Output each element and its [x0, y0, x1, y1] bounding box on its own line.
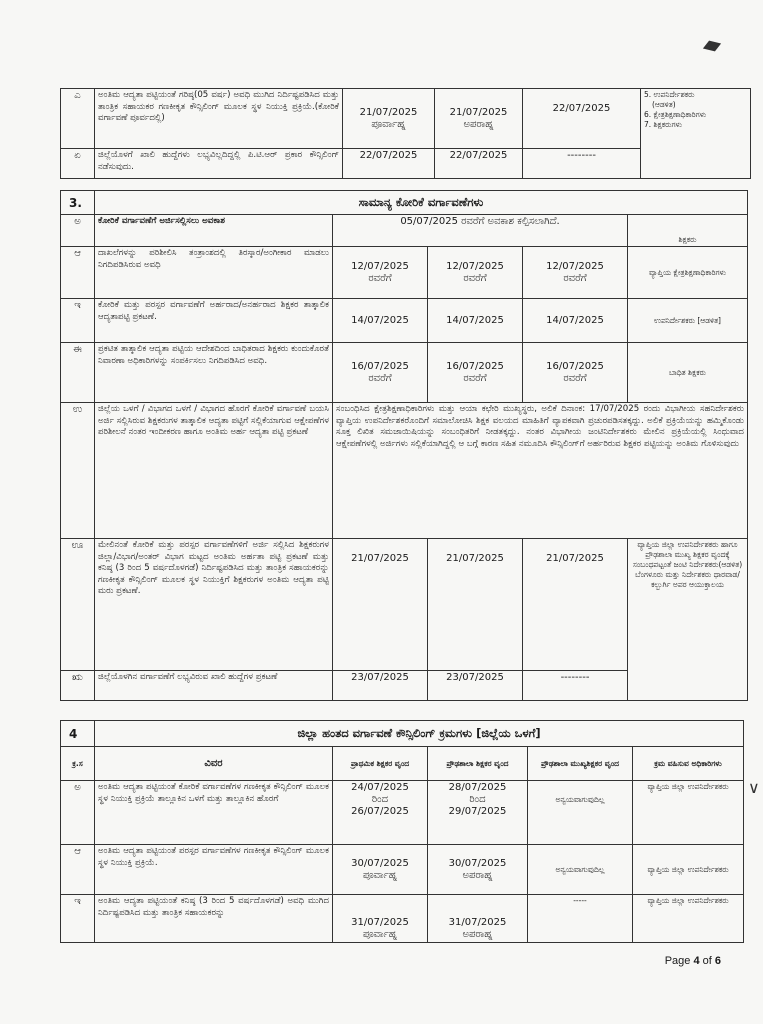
date-cell: 28/07/2025 ರಿಂದ 29/07/2025	[428, 781, 528, 845]
table-row	[61, 89, 751, 149]
row-label: ಋ	[61, 671, 95, 701]
row-description: ಮೇಲಿನಂತೆ ಕೋರಿಕೆ ಮತ್ತು ಪರಸ್ಪರ ವರ್ಗಾವಣೆಗಳಿಗೆ ಅರ್ಜಿ ಸಲ್ಲಿಸಿದ ಶಿಕ್ಷಕರುಗಳ ಜಿಲ್ಲಾ/ವಿಭಾಗ/ಅಂತರ್ ವಿಭಾಗ ಮಟ್ಟದ ಅಂತಿಮ ಅರ್ಹತಾ ಪಟ್ಟಿ ಪ್ರಕಟಣೆ ಮತ್ತು ಕನಿಷ್ಠ (3 ರಿಂದ 5 ವರ್ಷದೊಳಗಡೆ) ನಿರ್ದಿಷ್ಟಪಡಿಸಿದ ಮತ್ತು ತಾಂತ್ರಿಕ ಸಹಾಯಕರನ್ನು ಗಣಕೀಕೃತ ಕೌನ್ಸಿಲಿಂಗ್ ಮೂಲಕ ಸ್ಥಳ ನಿಯುಕ್ತಿಗೆ ಶಿಕ್ಷಕರುಗಳ ಅಂತಿಮ ಆದ್ಯತಾ ಪಟ್ಟಿ ಮರು ಪ್ರಕಟಣೆ.	[95, 539, 333, 671]
row-label: ಅ	[61, 215, 95, 247]
row-label: ಇ	[61, 299, 95, 343]
row-description: ಜಿಲ್ಲೆಯೊಳಗೆ ಖಾಲಿ ಹುದ್ದೆಗಳು ಲಭ್ಯವಿಲ್ಲದಿದ್ದಲ್ಲಿ ಪಿ.ಟಿ.ಆರ್ ಪ್ರಕಾರ ಕೌನ್ಸಿಲಿಂಗ್ ನಡೆಸುವುದು.	[95, 149, 343, 179]
row-description: ಜಿಲ್ಲೆಯ ಒಳಗೆ / ವಿಭಾಗದ ಒಳಗೆ / ವಿಭಾಗದ ಹೊರಗೆ ಕೋರಿಕೆ ವರ್ಗಾವಣೆ ಬಯಸಿ ಅರ್ಜಿ ಸಲ್ಲಿಸಿರುವ ಶಿಕ್ಷಕರುಗಳ ತಾತ್ಕಾಲಿಕ ಆದ್ಯತಾ ಪಟ್ಟಿಗೆ ಸಲ್ಲಿಕೆಯಾಗುವ ಆಕ್ಷೇಪಣೆಗಳ ಪರಿಶೀಲನೆ ನಂತರ ಇಂದೀಕರಣ ಹಾಗೂ ಅಂತಿಮ ಅರ್ಹ ಆದ್ಯತಾ ಪಟ್ಟಿ ಪ್ರಕಟಣೆ	[95, 403, 333, 539]
date-cell: 21/07/2025	[428, 539, 523, 671]
row-label: ಉ	[61, 403, 95, 539]
date-cell: 14/07/2025	[333, 299, 428, 343]
table-general-request-transfers	[60, 190, 748, 701]
table-row	[61, 215, 748, 247]
table-row	[61, 781, 744, 845]
section-number: 4	[61, 721, 95, 747]
column-headers	[61, 747, 744, 781]
date-cell: 30/07/2025 ಪೂರ್ವಾಹ್ನ	[333, 845, 428, 895]
col-header: ಪ್ರೌಢಶಾಲಾ ಶಿಕ್ಷಕರ ವೃಂದ	[428, 747, 528, 781]
row-description: ಅಂತಿಮ ಆದ್ಯತಾ ಪಟ್ಟಿಯಂತೆ ಪರಸ್ಪರ ವರ್ಗಾವಣೆಗಳ ಗಣಕೀಕೃತ ಕೌನ್ಸಿಲಿಂಗ್ ಮೂಲಕ ಸ್ಥಳ ನಿಯುಕ್ತಿ ಪ್ರಕ್ರಿಯೆ.	[95, 845, 333, 895]
date-cell: --------	[523, 671, 628, 701]
authority-cell: ಬಾಧಿತ ಶಿಕ್ಷಕರು	[628, 343, 748, 403]
table-row	[61, 403, 748, 539]
authority-cell: ವ್ಯಾಪ್ತಿಯ ಜಿಲ್ಲಾ ಉಪನಿರ್ದೇಶಕರು	[633, 895, 744, 943]
date-cell: 21/07/2025 ಪೂರ್ವಾಹ್ನ	[343, 89, 435, 149]
authority-cell: ಉಪನಿರ್ದೇಶಕರು [ಆಡಳಿತ]	[628, 299, 748, 343]
date-cell: --------	[523, 149, 641, 179]
table-row	[61, 845, 744, 895]
authority-cell: ವ್ಯಾಪ್ತಿಯ ಜಿಲ್ಲಾ ಉಪನಿರ್ದೇಶಕರು	[633, 781, 744, 845]
row-description: ಕೋರಿಕೆ ವರ್ಗಾವಣೆಗೆ ಅರ್ಜಿಸಲ್ಲಿಸಲು ಅವಕಾಶ	[95, 215, 333, 247]
scan-mark	[703, 41, 721, 52]
handwritten-tick-mark: ∨	[748, 778, 760, 797]
date-cell: 14/07/2025	[523, 299, 628, 343]
merged-date-cell: 05/07/2025 ರವರೆಗೆ ಅವಕಾಶ ಕಲ್ಪಿಸಲಾಗಿದೆ.	[333, 215, 628, 247]
date-cell: 22/07/2025	[343, 149, 435, 179]
row-description: ಜಿಲ್ಲೆಯೊಳಗಿನ ವರ್ಗಾವಣೆಗೆ ಲಭ್ಯವಿರುವ ಖಾಲಿ ಹುದ್ದೆಗಳ ಪ್ರಕಟಣೆ	[95, 671, 333, 701]
date-cell: 22/07/2025	[523, 89, 641, 149]
table-district-counselling	[60, 720, 744, 943]
table-row	[61, 247, 748, 299]
date-cell: 30/07/2025 ಅಪರಾಹ್ನ	[428, 845, 528, 895]
merged-instructions-cell: ಸಂಬಂಧಿಸಿದ ಕ್ಷೇತ್ರಶಿಕ್ಷಣಾಧಿಕಾರಿಗಳು ಮತ್ತು ಆಯಾ ಕಛೇರಿ ಮುಖ್ಯಸ್ಥರು, ಅಲಿಕೆ ದಿನಾಂಕ: 17/07/2025 ರಂದು ವಿಭಾಗೀಯ ಸಹನಿರ್ದೇಶಕರು ವ್ಯಾಪ್ತಿಯ ಉಪನಿರ್ದೇಶಕರೊಂದಿಗೆ ಸಮಾಲೋಚಿಸಿ ಶಿಕ್ಷಕ ವಲಯದ ಮಾಹಿತಿಗೆ ವ್ಯಾಪಕವಾಗಿ ಪ್ರಚುರಪಡಿಸತಕ್ಕದ್ದು. ಅಲಿಕೆ ಪ್ರಕ್ರಿಯೆಯನ್ನು ಹಮ್ಮಿಕೊಂಡು ಸೂಕ್ತ ಲಿಖಿತ ಸಮಜಾಯಿಷಿಯನ್ನು ಸಂಬಂಧಿತರಿಗೆ ನೀಡತಕ್ಕದ್ದು. ನಂತರ ವಿಭಾಗೀಯ ಜಂಟಿನಿರ್ದೇಶಕರು ಮೇಲಿನ ಪ್ರಕ್ರಿಯೆಯಲ್ಲಿ ಸಿಂಧುವಾದ ಆಕ್ಷೇಪಣೆಗಳಲ್ಲಿ ಅರ್ಜಿಗಳು ಸಲ್ಲಿಕೆಯಾಗಿದ್ದಲ್ಲಿ ಆ ಬಗ್ಗೆ ಕಾರಣ ಸಹಿತ ನಮೂದಿಸಿ ಕೌನ್ಸಿಲಿಂಗ್‌ಗೆ ಅರ್ಹರಿರುವ ಶಿಕ್ಷಕರ ಪಟ್ಟಿಯನ್ನು ಅಂತಿಮ ಗೊಳಿಸುವುದು	[333, 403, 748, 539]
date-cell: 21/07/2025 ಅಪರಾಹ್ನ	[435, 89, 523, 149]
date-cell: 21/07/2025	[333, 539, 428, 671]
authority-cell: ವ್ಯಾಪ್ತಿಯ ಜಿಲ್ಲಾ ಉಪನಿರ್ದೇಶಕರು ಹಾಗೂ ಪ್ರೌಢಶಾಲಾ ಮುಖ್ಯ ಶಿಕ್ಷಕರ ವೃಂದಕ್ಕೆ ಸಂಬಂಧಪಟ್ಟಂತೆ ಜಂಟಿ ನಿರ್ದೇಶಕರು(ಆಡಳಿತ) ಬೆಂಗಳೂರು ಮತ್ತು ನಿರ್ದೇಶಕರು ಧಾರವಾಡ/ಕಲ್ಬುರ್ಗಿ ಅಪರ ಆಯುಕ್ತಾಲಯ	[628, 539, 748, 701]
row-description: ಅಂತಿಮ ಆದ್ಯತಾ ಪಟ್ಟಿಯಂತೆ ಕನಿಷ್ಠ (3 ರಿಂದ 5 ವರ್ಷದೊಳಗಡೆ) ಅವಧಿ ಮುಗಿದ ನಿರ್ದಿಷ್ಟಪಡಿಸಿದ ಮತ್ತು ತಾಂತ್ರಿಕ ಸಹಾಯಕರನ್ನು	[95, 895, 333, 943]
table-row	[61, 299, 748, 343]
row-label: ಇ	[61, 895, 95, 943]
not-applicable-cell: -----	[528, 895, 633, 943]
date-cell: 12/07/2025 ರವರೆಗೆ	[333, 247, 428, 299]
section-number: 3.	[61, 191, 95, 215]
row-description: ದಾಖಲೆಗಳನ್ನು ಪರಿಶೀಲಿಸಿ ತಂತ್ರಾಂಶದಲ್ಲಿ ತಿರಸ್ಕಾರ/ಅಂಗೀಕಾರ ಮಾಡಲು ನಿಗದಿಪಡಿಸಿರುವ ಅವಧಿ	[95, 247, 333, 299]
date-cell: 23/07/2025	[333, 671, 428, 701]
date-cell: 23/07/2025	[428, 671, 523, 701]
not-applicable-cell: ಅನ್ವಯವಾಗುವುದಿಲ್ಲ	[528, 845, 633, 895]
date-cell: 12/07/2025 ರವರೆಗೆ	[428, 247, 523, 299]
row-label: ಊ	[61, 539, 95, 671]
row-label: ಅ	[61, 781, 95, 845]
col-header: ವಿವರ	[95, 747, 333, 781]
date-cell: 22/07/2025	[435, 149, 523, 179]
row-label: ಈ	[61, 343, 95, 403]
row-description: ಅಂತಿಮ ಆದ್ಯತಾ ಪಟ್ಟಿಯಂತೆ ಕೋರಿಕೆ ವರ್ಗಾವಣೆಗಳ ಗಣಕೀಕೃತ ಕೌನ್ಸಿಲಿಂಗ್ ಮೂಲಕ ಸ್ಥಳ ನಿಯುಕ್ತಿ ಪ್ರಕ್ರಿಯೆ ತಾಲ್ಲೂಕಿನ ಒಳಗೆ ಮತ್ತು ತಾಲ್ಲೂಕಿನ ಹೊರಗೆ	[95, 781, 333, 845]
col-header: ಪ್ರೌಢಶಾಲಾ ಮುಖ್ಯಶಿಕ್ಷಕರ ವೃಂದ	[528, 747, 633, 781]
row-label: ಏ	[61, 149, 95, 179]
table-row	[61, 539, 748, 671]
authority-cell: 5. ಉಪನಿರ್ದೇಶಕರು (ಆಡಳಿತ) 6. ಕ್ಷೇತ್ರಶಿಕ್ಷಣಾಧಿಕಾರಿಗಳು 7. ಶಿಕ್ಷಕರುಗಳು	[641, 89, 751, 179]
date-cell: 24/07/2025 ರಿಂದ 26/07/2025	[333, 781, 428, 845]
authority-cell: ಶಿಕ್ಷಕರು	[628, 215, 748, 247]
section-title: ಜಿಲ್ಲಾ ಹಂತದ ವರ್ಗಾವಣೆ ಕೌನ್ಸಿಲಿಂಗ್ ಕ್ರಮಗಳು [ಜಿಲ್ಲೆಯ ಒಳಗೆ]	[95, 721, 744, 747]
row-label: ಎ	[61, 89, 95, 149]
row-label: ಆ	[61, 845, 95, 895]
date-cell: 16/07/2025 ರವರೆಗೆ	[333, 343, 428, 403]
table-continuation	[60, 88, 751, 179]
table-row	[61, 895, 744, 943]
date-cell: 21/07/2025	[523, 539, 628, 671]
row-description: ಅಂತಿಮ ಆದ್ಯತಾ ಪಟ್ಟಿಯಂತೆ ಗರಿಷ್ಠ(05 ವರ್ಷ) ಅವಧಿ ಮುಗಿದ ನಿರ್ದಿಷ್ಟಪಡಿಸಿದ ಮತ್ತು ತಾಂತ್ರಿಕ ಸಹಾಯಕರ ಗಣಕೀಕೃತ ಕೌನ್ಸಿಲಿಂಗ್ ಮೂಲಕ ಸ್ಥಳ ನಿಯುಕ್ತಿ ಪ್ರಕ್ರಿಯೆ.(ಕೋರಿಕೆ ವರ್ಗಾವಣೆ ಪೂರ್ವದಲ್ಲಿ)	[95, 89, 343, 149]
not-applicable-cell: ಅನ್ವಯವಾಗುವುದಿಲ್ಲ	[528, 781, 633, 845]
section-header	[61, 721, 744, 747]
date-cell: 16/07/2025 ರವರೆಗೆ	[428, 343, 523, 403]
date-cell: 16/07/2025 ರವರೆಗೆ	[523, 343, 628, 403]
row-description: ಕೋರಿಕೆ ಮತ್ತು ಪರಸ್ಪರ ವರ್ಗಾವಣೆಗೆ ಅರ್ಹರಾದ/ಅನರ್ಹರಾದ ಶಿಕ್ಷಕರ ತಾತ್ಕಾಲಿಕ ಆದ್ಯತಾಪಟ್ಟಿ ಪ್ರಕಟಣೆ.	[95, 299, 333, 343]
section-title: ಸಾಮಾನ್ಯ ಕೋರಿಕೆ ವರ್ಗಾವಣೆಗಳು	[95, 191, 748, 215]
row-description: ಪ್ರಕಟಿತ ತಾತ್ಕಾಲಿಕ ಆದ್ಯತಾ ಪಟ್ಟಿಯ ಆದೇಶದಿಂದ ಬಾಧಿತರಾದ ಶಿಕ್ಷಕರು ಕುಂದುಕೊರತೆ ನಿವಾರಣಾ ಅಧಿಕಾರಿಗಳನ್ನು ಸಂಪರ್ಕಿಸಲು ನಿಗದಿಪಡಿಸಿದ ಅವಧಿ.	[95, 343, 333, 403]
row-label: ಆ	[61, 247, 95, 299]
date-cell: 14/07/2025	[428, 299, 523, 343]
date-cell: 12/07/2025 ರವರೆಗೆ	[523, 247, 628, 299]
table-row	[61, 343, 748, 403]
section-header	[61, 191, 748, 215]
col-header: ಕ್ರಮ ವಹಿಸುವ ಅಧಿಕಾರಿಗಳು	[633, 747, 744, 781]
col-header: ಪ್ರಾಥಮಿಕ ಶಿಕ್ಷಕರ ವೃಂದ	[333, 747, 428, 781]
authority-cell: ವ್ಯಾಪ್ತಿಯ ಕ್ಷೇತ್ರಶಿಕ್ಷಣಾಧಿಕಾರಿಗಳು	[628, 247, 748, 299]
page-number: Page 4 of 6	[664, 955, 721, 967]
date-cell: 31/07/2025 ಅಪರಾಹ್ನ	[428, 895, 528, 943]
col-header: ಕ್ರ.ಸ	[61, 747, 95, 781]
authority-cell: ವ್ಯಾಪ್ತಿಯ ಜಿಲ್ಲಾ ಉಪನಿರ್ದೇಶಕರು	[633, 845, 744, 895]
date-cell: 31/07/2025 ಪೂರ್ವಾಹ್ನ	[333, 895, 428, 943]
